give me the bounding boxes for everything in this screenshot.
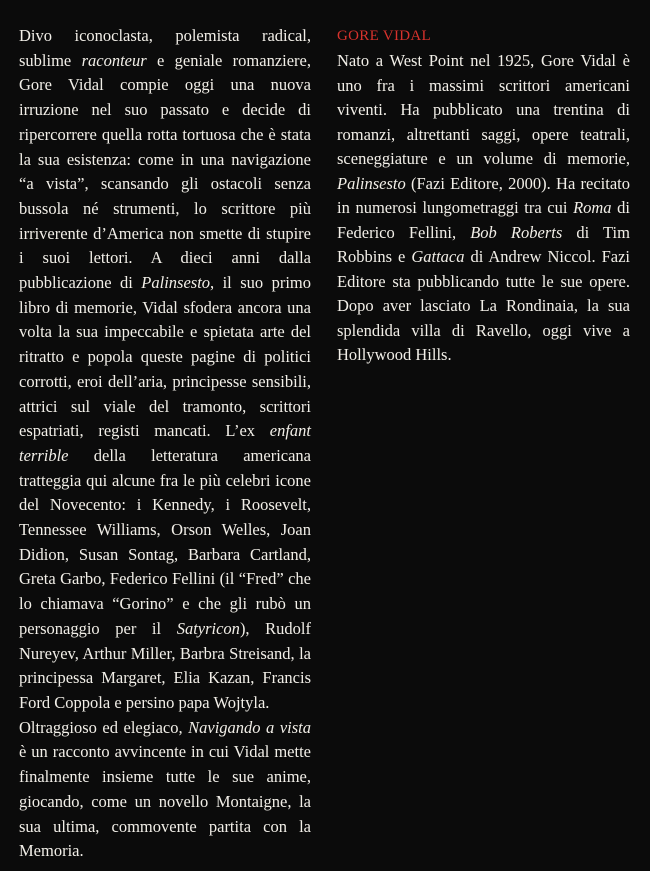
text-run: Nato a West Point nel 1925, Gore Vidal è uno fra i massimi scrittori americani viventi. Ha pubblicato una trentina di romanzi, altrettanti saggi, opere teatrali, sceneggiature e un volume di memorie, <box>337 51 630 168</box>
blurb-column <box>19 24 311 864</box>
italic-title-run: Palinsesto <box>337 173 406 193</box>
text-run: , il suo primo libro di memorie, Vidal sfodera ancora una volta la sua impeccabile e spietata arte del ritratto e popola queste pagine di politici corrotti, eroi dell’aria, principesse sensibili, attrici sul viale del tramonto, scrittori espatriati, registi mancati. L’ex <box>19 273 311 441</box>
text-run: della letteratura americana tratteggia qui alcune fra le più celebri icone del Novecento: i Kennedy, i Roosevelt, Tennessee Williams, Orson Welles, Joan Didion, Susan Sontag, Barbara Cartland, Greta Garbo, Federico Fellini (il “Fred” che lo chiamava “Gorino” e che gli rubò un personaggio per il <box>19 445 311 638</box>
blurb-paragraph-1 <box>19 24 311 716</box>
italic-title-run: enfant terrible <box>19 421 311 465</box>
author-bio-text <box>337 49 630 368</box>
author-name-heading: GORE VIDAL <box>337 28 431 44</box>
author-bio-column <box>337 25 630 368</box>
text-run: Oltraggioso ed elegiaco, <box>19 717 189 737</box>
text-run: è un racconto avvincente in cui Vidal mette finalmente insieme tutte le sue anime, giocando, come un novello Montaigne, la sua ultima, commovente partita con la Memoria. <box>19 742 311 861</box>
text-run: (Fazi Editore, 2000). Ha recitato in numerosi lungometraggi tra cui <box>337 173 630 217</box>
text-run: di Andrew Niccol. Fazi Editore sta pubblicando tutte le sue opere. Dopo aver lasciato La Rondinaia, la sua splendida villa di Ravello, oggi vive a Hollywood Hills. <box>337 247 630 364</box>
italic-title-run: Palinsesto <box>141 273 211 293</box>
text-run: ), Rudolf Nureyev, Arthur Miller, Barbra Streisand, la principessa Margaret, Elia Kazan, Francis Ford Coppola e persino papa Wojtyla. <box>19 618 311 712</box>
italic-title-run: Roma <box>573 198 612 217</box>
italic-title-run: Navigando a vista <box>188 717 311 737</box>
italic-title-run: Gattaca <box>411 247 465 266</box>
text-run: di Tim Robbins e <box>337 222 630 266</box>
text-run: Divo iconoclasta, polemista radical, sublime <box>19 26 311 70</box>
italic-title-run: Satyricon <box>176 618 240 638</box>
italic-title-run: raconteur <box>81 50 147 70</box>
text-run: e geniale romanziere, Gore Vidal compie oggi una nuova irruzione nel suo passato e decide di ripercorrere quella rotta tortuosa che è stata la sua esistenza: come in una navigazione “a vista”, scansando gli ostacoli senza bussola né strumenti, lo scrittore più irriverente d’America non smette di stupire i suoi lettori. A dieci anni dalla pubblicazione di <box>19 50 311 293</box>
italic-title-run: Bob Roberts <box>470 222 563 242</box>
text-run: di Federico Fellini, <box>337 198 631 242</box>
blurb-paragraph-2 <box>19 716 311 864</box>
